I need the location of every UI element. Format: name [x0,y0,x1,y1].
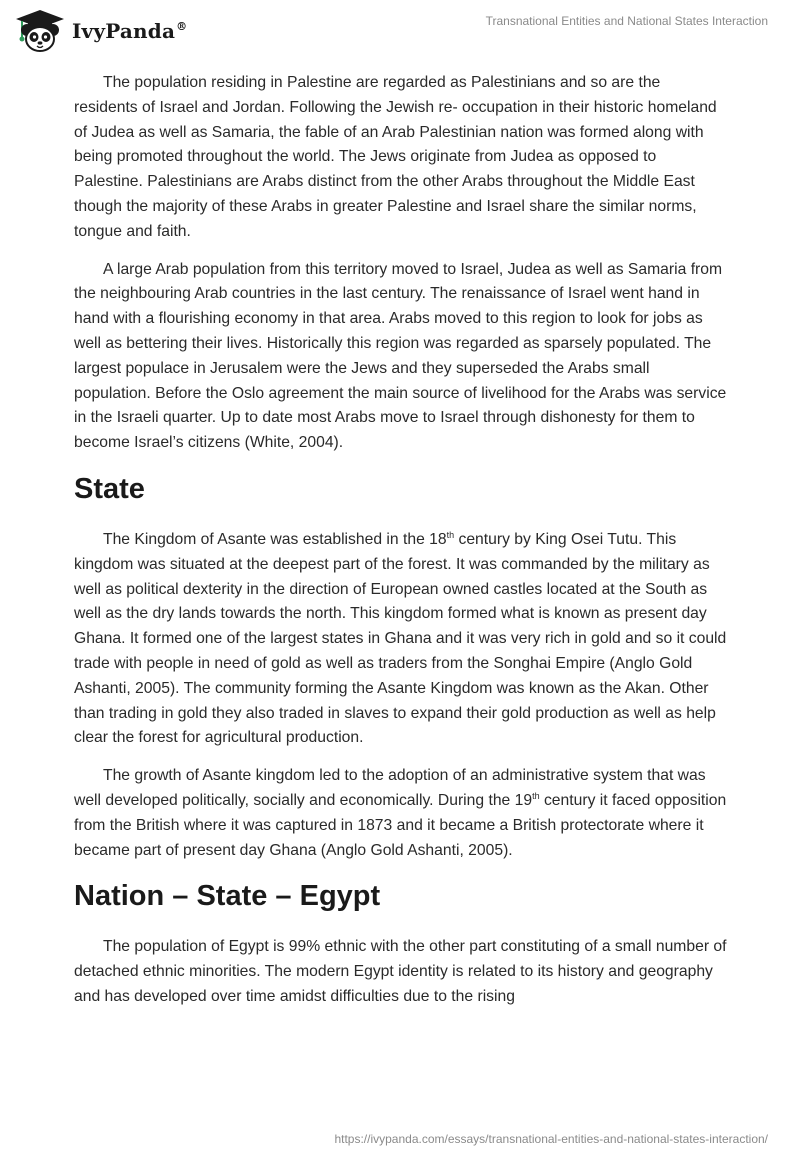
paragraph-text: century by King Osei Tutu. This kingdom was situated at the deepest part of the forest. It was commanded by the military as well as political dexterity in the direction of European owned castles located at the South as well as the dry lands towards the north. This kingdom formed what is known as present day Ghana. It formed one of the largest states in Ghana and it was very rich in gold and so it could trade with people in need of gold as well as traders from the Songhai Empire (Anglo Gold Ashanti, 2005). The community forming the Asante Kingdom was known as the Akan. Other than trading in gold they also traded in slaves to expand their gold production as well as help clear the forest for agricultural production. [74,530,727,747]
paragraph-text: The Kingdom of Asante was established in the 18 [103,530,447,548]
section-heading-state: State [74,472,145,505]
page-header [0,0,800,62]
logo-wordmark [72,19,187,43]
logo[interactable] [14,8,187,54]
source-url[interactable]: https://ivypanda.com/essays/transnational-entities-and-national-states-interaction/ [334,1132,768,1146]
paragraph [74,764,728,863]
section-heading-egypt: Nation – State – Egypt [74,880,381,913]
ordinal-suffix: th [446,529,455,540]
paragraph: The population of Egypt is 99% ethnic with the other part constituting of a small number of detached ethnic minorities. The modern Egypt identity is related to its history and geography and has developed over time amidst difficulties due to the rising [74,938,727,1005]
paragraph-text: century it faced opposition from the British where it was captured in 1873 and it became a British protectorate where it became part of present day Ghana (Anglo Gold Ashanti, 2005). [74,791,727,859]
registered-mark: ® [176,20,188,34]
running-title: Transnational Entities and National States Interaction [485,14,768,28]
panda-graduate-icon [14,8,66,54]
paragraph [74,528,728,751]
logo-text: IvyPanda [72,19,176,43]
paragraph: The population residing in Palestine are regarded as Palestinians and so are the residents of Israel and Jordan. Following the Jewish re- occupation in their historic homeland of Judea as well as Samaria, the fable of an Arab Palestinian nation was formed along with being promoted throughout the world. The Jews originate from Judea as opposed to Palestine. Palestinians are Arabs distinct from the other Arabs throughout the Middle East though the majority of these Arabs in greater Palestine and Israel share the similar norms, tongue and faith. [74,74,717,240]
ordinal-suffix: th [532,790,540,801]
paragraph-text: The growth of Asante kingdom led to the adoption of an administrative system that was well developed politically, socially and economically. During the 19 [74,767,706,809]
paragraph: A large Arab population from this territory moved to Israel, Judea as well as Samaria from the neighbouring Arab countries in the last century. The renaissance of Israel went hand in hand with a flourishing economy in that area. Arabs moved to this region to look for jobs as well as bettering their lives. Historically this region was regarded as sparsely populated. The largest populace in Jerusalem were the Jews and they superseded the Arabs small population. Before the Oslo agreement the main source of livelihood for the Arabs was service in the Israeli quarter. Up to date most Arabs move to Israel through dishonesty for them to become Israel’s citizens (White, 2004). [74,260,727,452]
essay-body [74,71,728,1023]
